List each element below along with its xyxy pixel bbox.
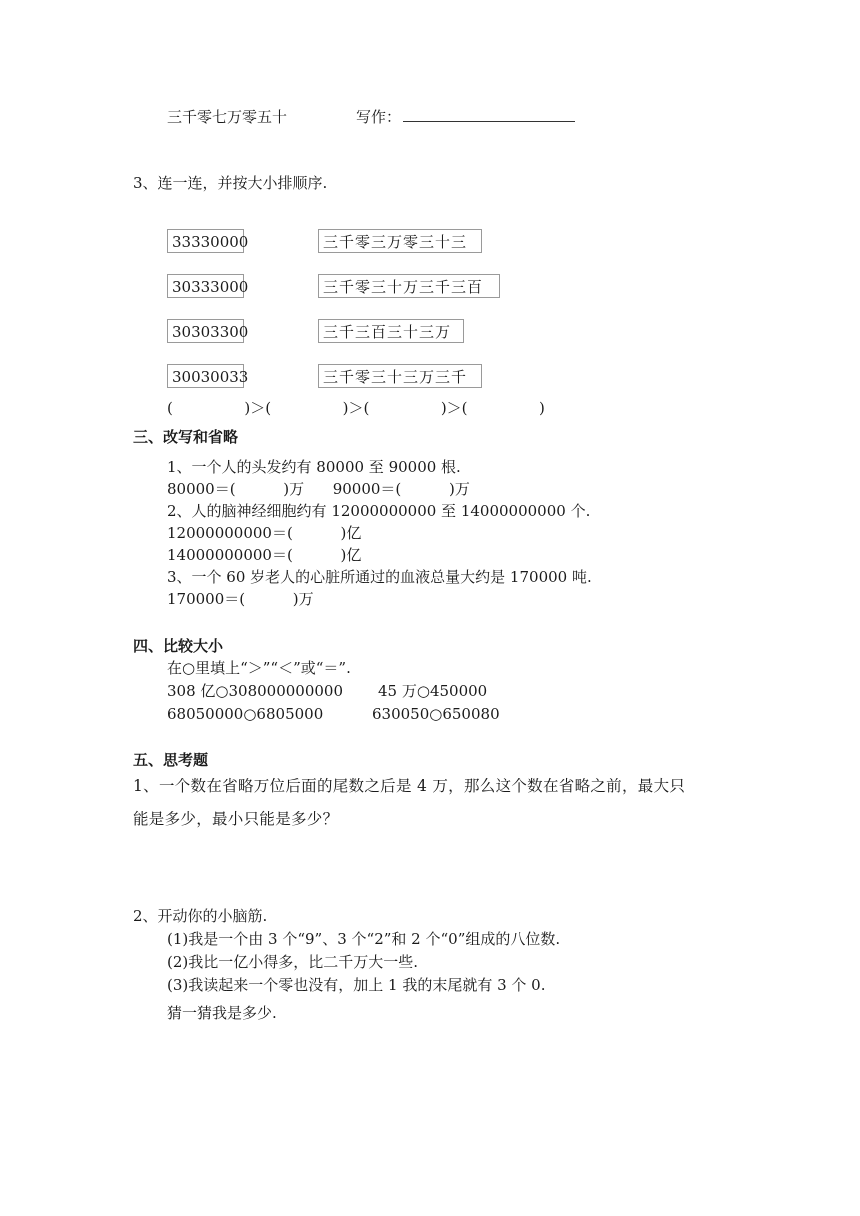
number-box-3[interactable]: 30303300 (167, 319, 244, 343)
s5-q2-clue-3: (3)我读起来一个零也没有，加上 1 我的末尾就有 3 个 0. (167, 976, 546, 994)
order-row[interactable]: ( )＞( )＞( )＞( ) (167, 399, 545, 417)
write-label: 写作： (356, 108, 402, 126)
s3-line-2[interactable]: 80000＝( )万 90000＝( )万 (167, 480, 470, 498)
s3-line-5[interactable]: 14000000000＝( )亿 (167, 546, 362, 564)
s3-line-6: 3、一个 60 岁老人的心脏所通过的血液总量大约是 170000 吨. (167, 568, 592, 586)
question-3-prompt: 3、连一连，并按大小排顺序. (133, 174, 328, 192)
section-4-heading: 四、比较大小 (133, 637, 224, 655)
s5-q1-line-1: 1、一个数在省略万位后面的尾数之后是 4 万，那么这个数在省略之前，最大只 (133, 777, 686, 795)
word-box-1[interactable]: 三千零三万零三十三 (318, 229, 482, 253)
number-box-4[interactable]: 30030033 (167, 364, 244, 388)
compare-1[interactable]: 308 亿○308000000000 (167, 682, 344, 700)
s3-line-3: 2、人的脑神经细胞约有 12000000000 至 14000000000 个. (167, 502, 591, 520)
section-5-heading: 五、思考题 (133, 751, 209, 769)
word-box-3[interactable]: 三千三百三十三万 (318, 319, 464, 343)
compare-4[interactable]: 630050○650080 (372, 705, 500, 723)
write-answer (356, 107, 575, 127)
number-box-2[interactable]: 30333000 (167, 274, 244, 298)
answer-blank[interactable] (403, 107, 575, 122)
s3-line-7[interactable]: 170000＝( )万 (167, 590, 314, 608)
s5-q2-title: 2、开动你的小脑筋. (133, 907, 268, 925)
s5-q2-guess: 猜一猜我是多少. (167, 1004, 277, 1022)
s5-q2-clue-1: (1)我是一个由 3 个“9”、3 个“2”和 2 个“0”组成的八位数. (167, 930, 561, 948)
word-box-2[interactable]: 三千零三十万三千三百 (318, 274, 500, 298)
s5-q2-clue-2: (2)我比一亿小得多，比二千万大一些. (167, 953, 419, 971)
compare-2[interactable]: 45 万○450000 (378, 682, 488, 700)
compare-3[interactable]: 68050000○6805000 (167, 705, 324, 723)
s4-instruction: 在○里填上“＞”“＜”或“＝”. (167, 659, 351, 677)
number-box-1[interactable]: 33330000 (167, 229, 244, 253)
word-box-4[interactable]: 三千零三十三万三千 (318, 364, 482, 388)
s5-q1-line-2: 能是多少，最小只能是多少？ (133, 810, 339, 828)
s3-line-4[interactable]: 12000000000＝( )亿 (167, 524, 362, 542)
number-phrase: 三千零七万零五十 (167, 108, 288, 126)
section-3-heading: 三、改写和省略 (133, 428, 239, 446)
s3-line-1: 1、一个人的头发约有 80000 至 90000 根. (167, 458, 461, 476)
